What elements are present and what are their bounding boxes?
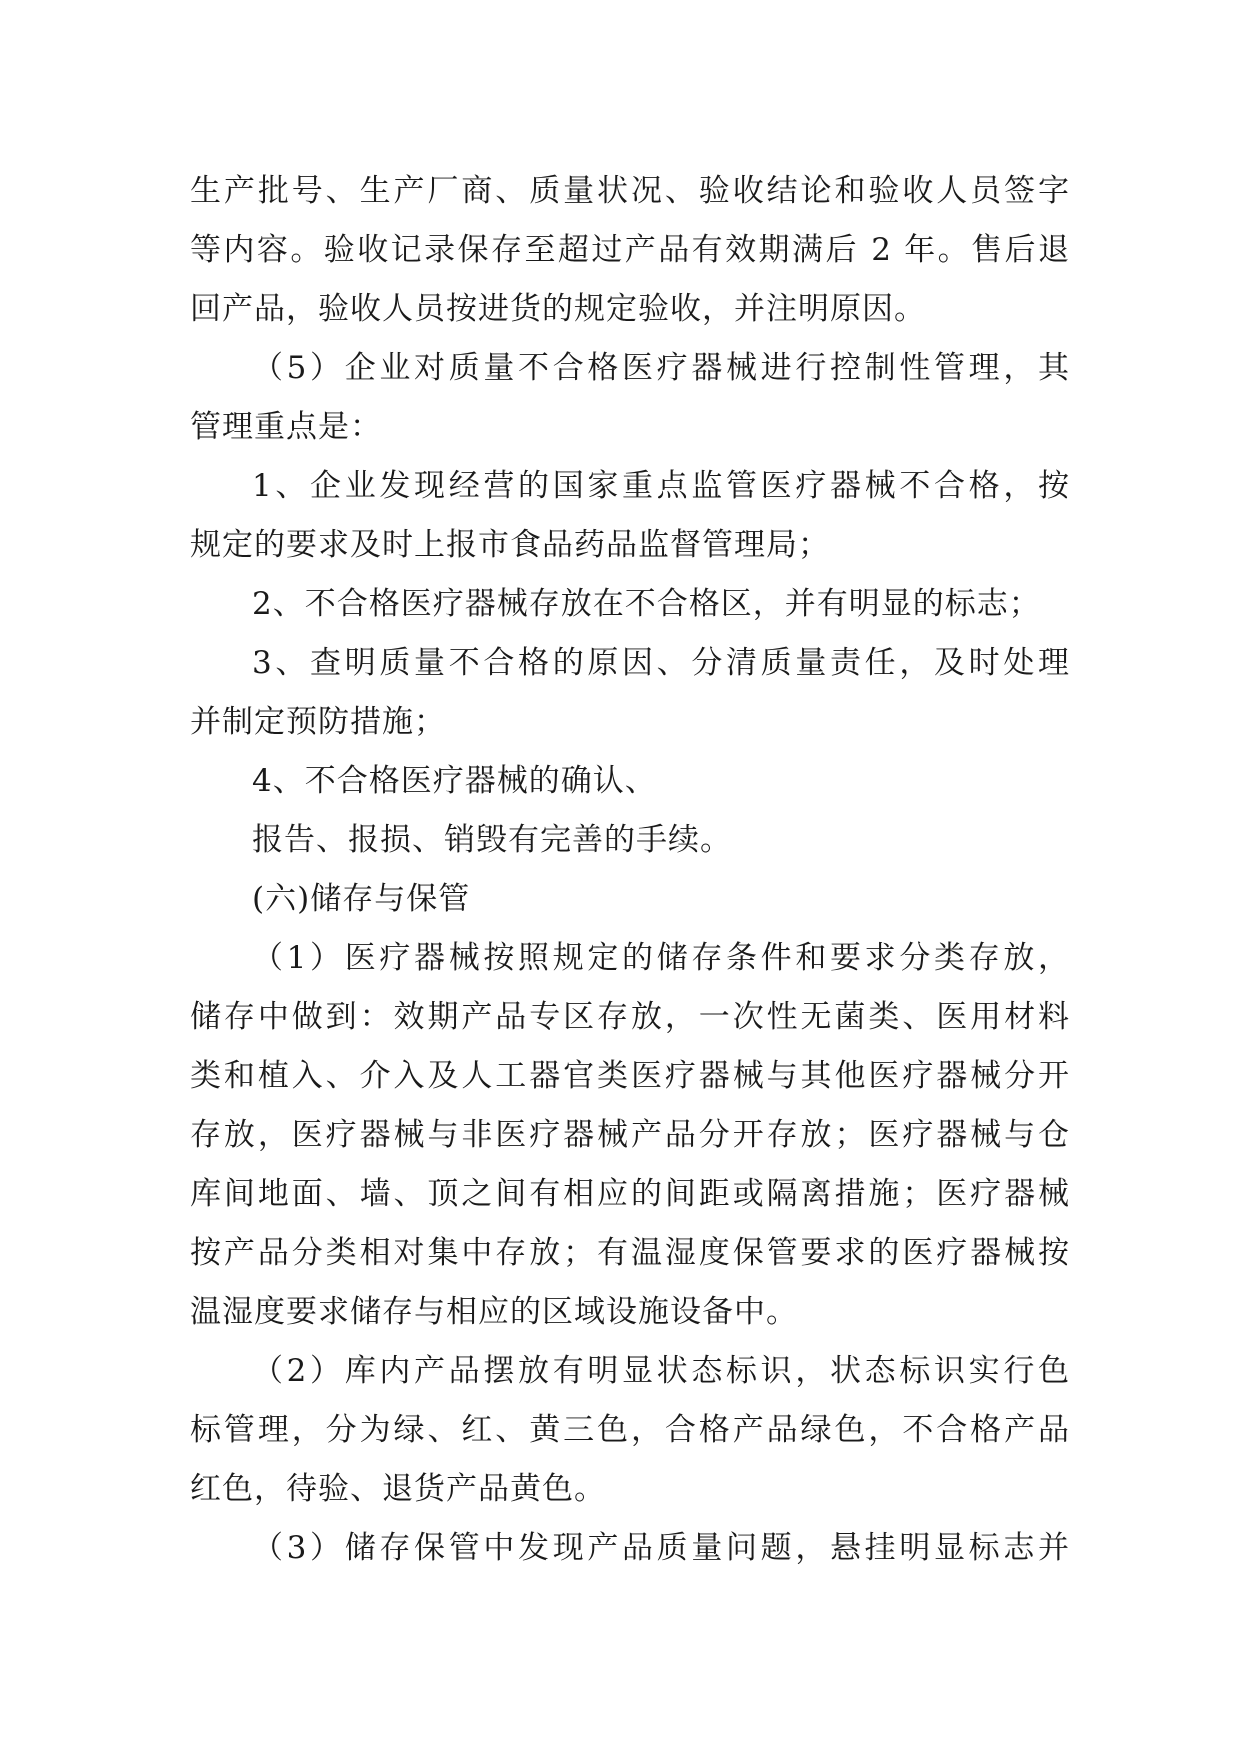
text-line: 标管理，分为绿、红、黄三色，合格产品绿色，不合格产品 [190,1412,1070,1448]
text-line: 规定的要求及时上报市食品药品监督管理局； [190,527,830,563]
text-line: 类和植入、介入及人工器官类医疗器械与其他医疗器械分开 [190,1058,1070,1094]
text-line: （1）医疗器械按照规定的储存条件和要求分类存放， [252,940,1070,976]
text-line: 存放，医疗器械与非医疗器械产品分开存放；医疗器械与仓 [190,1117,1070,1153]
text-line: 等内容。验收记录保存至超过产品有效期满后 2 年。售后退 [190,232,1070,268]
text-line: 按产品分类相对集中存放；有温湿度保管要求的医疗器械按 [190,1235,1070,1271]
text-line: 报告、报损、销毁有完善的手续。 [252,822,732,858]
text-line: 并制定预防措施； [190,704,446,740]
text-line: 3、查明质量不合格的原因、分清质量责任，及时处理 [252,645,1070,681]
text-line: 温湿度要求储存与相应的区域设施设备中。 [190,1294,798,1330]
text-line: 4、不合格医疗器械的确认、 [252,763,657,799]
text-line: 储存中做到：效期产品专区存放，一次性无菌类、医用材料 [190,999,1070,1035]
document-body [190,162,1070,1578]
text-line: （2）库内产品摆放有明显状态标识，状态标识实行色 [252,1353,1070,1389]
text-line: 生产批号、生产厂商、质量状况、验收结论和验收人员签字 [190,173,1070,209]
text-line: （5）企业对质量不合格医疗器械进行控制性管理，其 [252,350,1070,386]
text-line: 库间地面、墙、顶之间有相应的间距或隔离措施；医疗器械 [190,1176,1070,1212]
text-line: 管理重点是： [190,409,382,445]
text-line: 回产品，验收人员按进货的规定验收，并注明原因。 [190,291,926,327]
text-line: 红色，待验、退货产品黄色。 [190,1471,606,1507]
text-line: 2、不合格医疗器械存放在不合格区，并有明显的标志； [252,586,1041,622]
text-line: 1、企业发现经营的国家重点监管医疗器械不合格，按 [252,468,1070,504]
text-line: （3）储存保管中发现产品质量问题，悬挂明显标志并 [252,1530,1070,1566]
section-heading: (六)储存与保管 [252,881,471,917]
